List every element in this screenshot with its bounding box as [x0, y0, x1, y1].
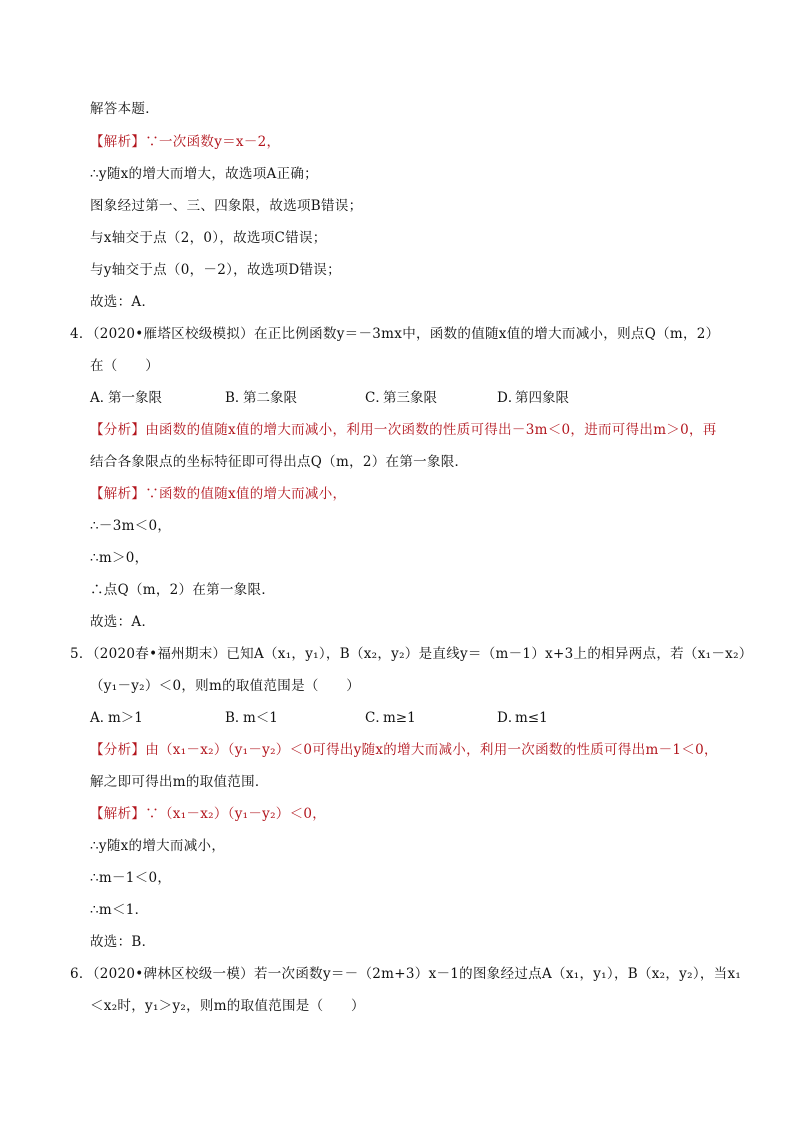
option-text: 第四象限	[515, 390, 569, 406]
option-label: C．	[365, 390, 389, 406]
option-text: m≤1	[515, 710, 548, 726]
option-text: m≥1	[383, 710, 416, 726]
text-line: 在（ ）	[90, 358, 159, 374]
text-line: 与x轴交于点（2，0），故选项C错误；	[90, 230, 327, 246]
text-line: ∴－3m＜0，	[90, 518, 172, 534]
option-label: B．	[225, 710, 249, 726]
text-line: ∴y随x的增大而增大，故选项A正确；	[90, 166, 318, 182]
option-text: m＜1	[243, 710, 278, 726]
text-line: ∴点Q（m，2）在第一象限．	[90, 582, 276, 598]
option-label: A．	[90, 390, 114, 406]
option-text: 第三象限	[383, 390, 437, 406]
text-line: 【分析】由（x₁－x₂）（y₁－y₂）＜0可得出y随x的增大而减小，利用一次函数的性质可得出m－1＜0，	[90, 742, 718, 758]
text-line: 5．（2020春•福州期末）已知A（x₁，y₁），B（x₂，y₂）是直线y＝（m－1）x+3上的相异两点，若（x₁－x₂）	[70, 646, 753, 662]
text-line: 图象经过第一、三、四象限，故选项B错误；	[90, 198, 363, 214]
text-line: 【解析】∵（x₁－x₂）（y₁－y₂）＜0，	[90, 806, 327, 822]
text-line: 解之即可得出m的取值范围．	[90, 774, 269, 790]
text-line: ∴m＜1．	[90, 902, 149, 918]
option-label: C．	[365, 710, 389, 726]
text-line: 6．（2020•碑林区校级一模）若一次函数y＝－（2m+3）x－1的图象经过点A（x₁，y₁），B（x₂，y₂），当x₁	[70, 966, 742, 982]
text-line: 故选：A．	[90, 614, 156, 630]
option-text: m＞1	[108, 710, 143, 726]
option-text: 第二象限	[243, 390, 297, 406]
option-label: D．	[497, 710, 522, 726]
option-text: 第一象限	[108, 390, 162, 406]
text-line: ∴m＞0，	[90, 550, 149, 566]
text-line: ∴y随x的增大而减小，	[90, 838, 226, 854]
text-line: ∴m－1＜0，	[90, 870, 172, 886]
text-line: 解答本题．	[90, 101, 159, 117]
text-line: 4．（2020•雁塔区校级模拟）在正比例函数y＝－3mx中，函数的值随x值的增大而减小，则点Q（m，2）	[70, 326, 720, 342]
option-label: B．	[225, 390, 249, 406]
text-line: ＜x₂时，y₁＞y₂，则m的取值范围是（ ）	[90, 998, 365, 1014]
text-line: 故选：B．	[90, 934, 156, 950]
text-line: 【解析】∵函数的值随x值的增大而减小，	[90, 486, 347, 502]
option-label: D．	[497, 390, 522, 406]
text-line: （y₁－y₂）＜0，则m的取值范围是（ ）	[90, 678, 361, 694]
text-line: 【解析】∵一次函数y＝x－2，	[90, 134, 281, 150]
text-line: 与y轴交于点（0，－2），故选项D错误；	[90, 262, 341, 278]
option-label: A．	[90, 710, 114, 726]
text-line: 结合各象限点的坐标特征即可得出点Q（m，2）在第一象限．	[90, 454, 469, 470]
text-line: 【分析】由函数的值随x值的增大而减小，利用一次函数的性质可得出－3m＜0，进而可得出m＞0，再	[90, 422, 717, 438]
text-line: 故选：A．	[90, 294, 156, 310]
